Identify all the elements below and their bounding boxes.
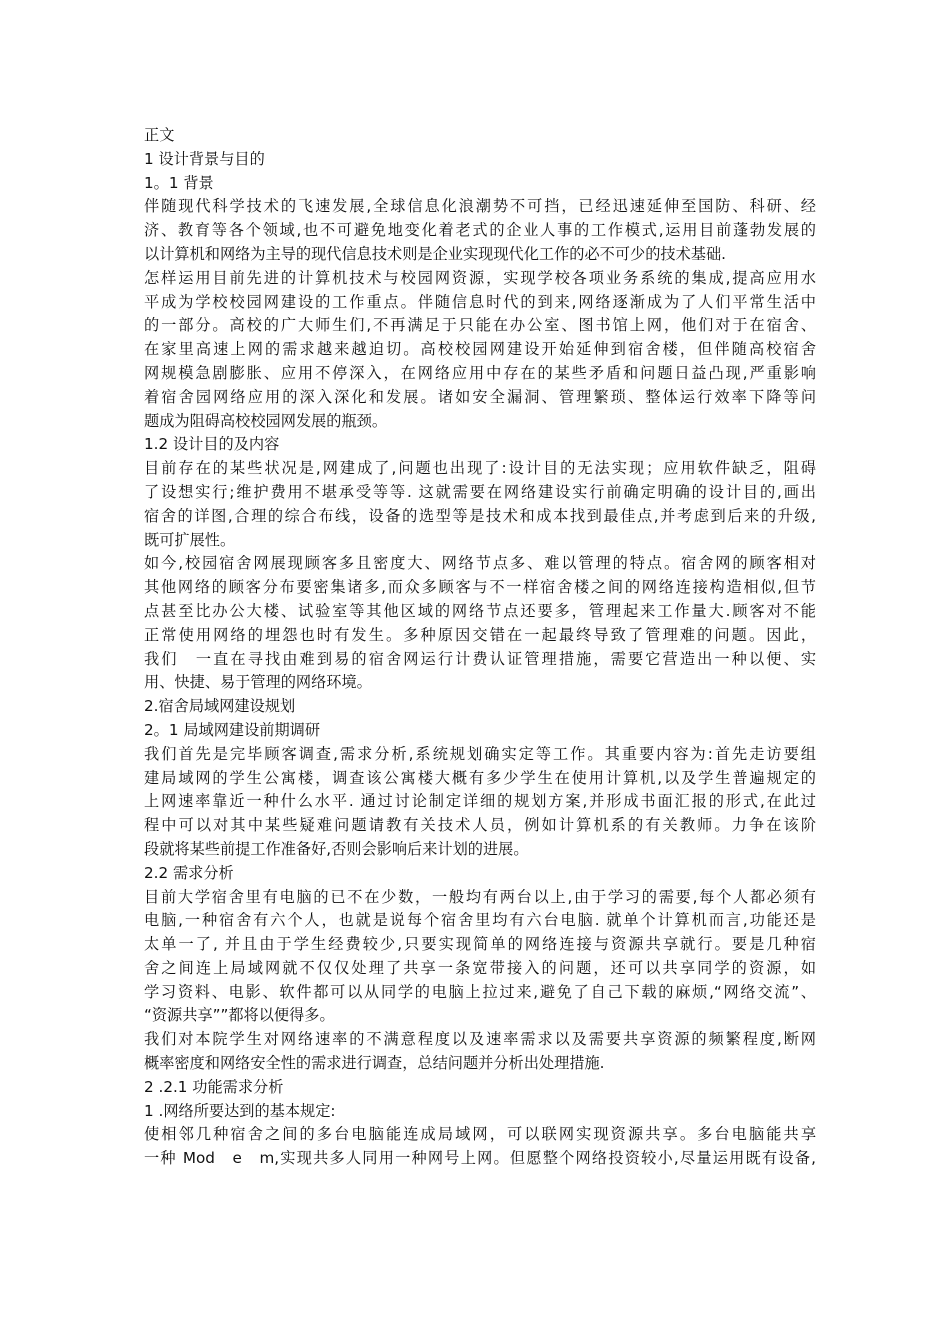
- text-line: 太单一了, 并且由于学生经费较少,只要实现简单的网络连接与资源共享就行。要是几种宿: [144, 935, 816, 954]
- document-body: [144, 124, 816, 1171]
- text-line: 济、教育等各个领域,也不可避免地变化着老式的企业人事的工作模式,运用目前蓬勃发展的: [144, 221, 816, 240]
- text-line: 舍之间连上局域网就不仅仅处理了共享一条宽带接入的问题，还可以共享同学的资源，如: [144, 958, 816, 977]
- text-line: 网规模急剧膨胀、应用不停深入，在网络应用中存在的某些矛盾和问题日益凸现,严重影响: [144, 363, 816, 382]
- text-line: 如今,校园宿舍网展现顾客多且密度大、网络节点多、难以管理的特点。宿舍网的顾客相对: [144, 554, 816, 573]
- text-line: 一种 Mod e m,实现共多人同用一种网号上网。但愿整个网络投资较小,尽量运用既有设备,: [144, 1149, 816, 1168]
- text-line: “资源共享””都将以便得多。: [144, 1006, 335, 1025]
- text-line: 我们首先是完毕顾客调查,需求分析,系统规划确实定等工作。其重要内容为:首先走访要组: [144, 744, 816, 763]
- text-line: 着宿舍园网络应用的深入深化和发展。诸如安全漏洞、管理繁琐、整体运行效率下降等问: [144, 387, 816, 406]
- text-line: 2。1 局域网建设前期调研: [144, 720, 321, 739]
- text-line: 2.宿舍局域网建设规划: [144, 697, 296, 716]
- text-line: 1.2 设计目的及内容: [144, 435, 280, 454]
- text-line: 1 .网络所要达到的基本规定:: [144, 1101, 336, 1120]
- text-line: 其他网络的顾客分布要密集诸多,而众多顾客与不一样宿舍楼之间的网络连接构造相似,但节: [144, 578, 816, 597]
- text-line: 我们 一直在寻找由难到易的宿舍网运行计费认证管理措施，需要它营造出一种以便、实: [144, 649, 816, 668]
- text-line: 2 .2.1 功能需求分析: [144, 1077, 284, 1096]
- text-line: 1 设计背景与目的: [144, 149, 265, 168]
- text-line: 正文: [144, 126, 175, 144]
- text-line: 2.2 需求分析: [144, 863, 234, 882]
- text-line: 怎样运用目前先进的计算机技术与校园网资源，实现学校各项业务系统的集成,提高应用水: [144, 268, 816, 287]
- text-line: 题成为阻碍高校校园网发展的瓶颈。: [144, 411, 387, 430]
- text-line: 在家里高速上网的需求越来越迫切。高校校园网建设开始延伸到宿舍楼，但伴随高校宿舍: [144, 340, 816, 359]
- text-line: 使相邻几种宿舍之间的多台电脑能连成局域网，可以联网实现资源共享。多台电脑能共享: [144, 1125, 816, 1144]
- text-line: 建局域网的学生公寓楼，调查该公寓楼大概有多少学生在使用计算机,以及学生普遍规定的: [144, 768, 816, 787]
- text-line: 点甚至比办公大楼、试验室等其他区域的网络节点还要多，管理起来工作量大.顾客对不能: [144, 601, 816, 620]
- text-line: 既可扩展性。: [144, 530, 236, 549]
- text-line: 上网速率靠近一种什么水平. 通过讨论制定详细的规划方案,并形成书面汇报的形式,在此过: [144, 792, 816, 811]
- text-line: 了设想实行;维护费用不堪承受等等. 这就需要在网络建设实行前确定明确的设计目的,画出: [144, 482, 816, 501]
- text-line: 目前存在的某些状况是,网建成了,问题也出现了:设计目的无法实现；应用软件缺乏，阻碍: [144, 459, 816, 478]
- text-line: 概率密度和网络安全性的需求进行调查，总结问题并分析出处理措施.: [144, 1054, 605, 1073]
- text-line: 1。1 背景: [144, 173, 214, 192]
- text-line: 正常使用网络的埋怨也时有发生。多种原因交错在一起最终导致了管理难的问题。因此，: [144, 625, 816, 644]
- text-line: 伴随现代科学技术的飞速发展,全球信息化浪潮势不可挡，已经迅速延伸至国防、科研、经: [144, 197, 816, 216]
- text-line: 宿舍的详图,合理的综合布线，设备的选型等是技术和成本找到最佳点,并考虑到后来的升级,: [144, 506, 816, 525]
- text-line: 的一部分。高校的广大师生们,不再满足于只能在办公室、图书馆上网，他们对于在宿舍、: [144, 316, 816, 335]
- text-line: 平成为学校校园网建设的工作重点。伴随信息时代的到来,网络逐渐成为了人们平常生活中: [144, 292, 816, 311]
- text-line: 段就将某些前提工作准备好,否则会影响后来计划的进展。: [144, 839, 529, 858]
- text-line: 程中可以对其中某些疑难问题请教有关技术人员，例如计算机系的有关教师。力争在该阶: [144, 816, 816, 835]
- text-line: 目前大学宿舍里有电脑的已不在少数，一般均有两台以上,由于学习的需要,每个人都必须有: [144, 887, 816, 906]
- text-line: 我们对本院学生对网络速率的不满意程度以及速率需求以及需要共享资源的频繁程度,断网: [144, 1030, 816, 1049]
- text-line: 学习资料、电影、软件都可以从同学的电脑上拉过来,避免了自己下载的麻烦,“网络交流”、: [144, 982, 816, 1001]
- text-line: 电脑,一种宿舍有六个人，也就是说每个宿舍里均有六台电脑. 就单个计算机而言,功能还是: [144, 911, 816, 930]
- text-line: 以计算机和网络为主导的现代信息技术则是企业实现现代化工作的必不可少的技术基础.: [144, 244, 726, 263]
- text-line: 用、快捷、易于管理的网络环境。: [144, 673, 372, 692]
